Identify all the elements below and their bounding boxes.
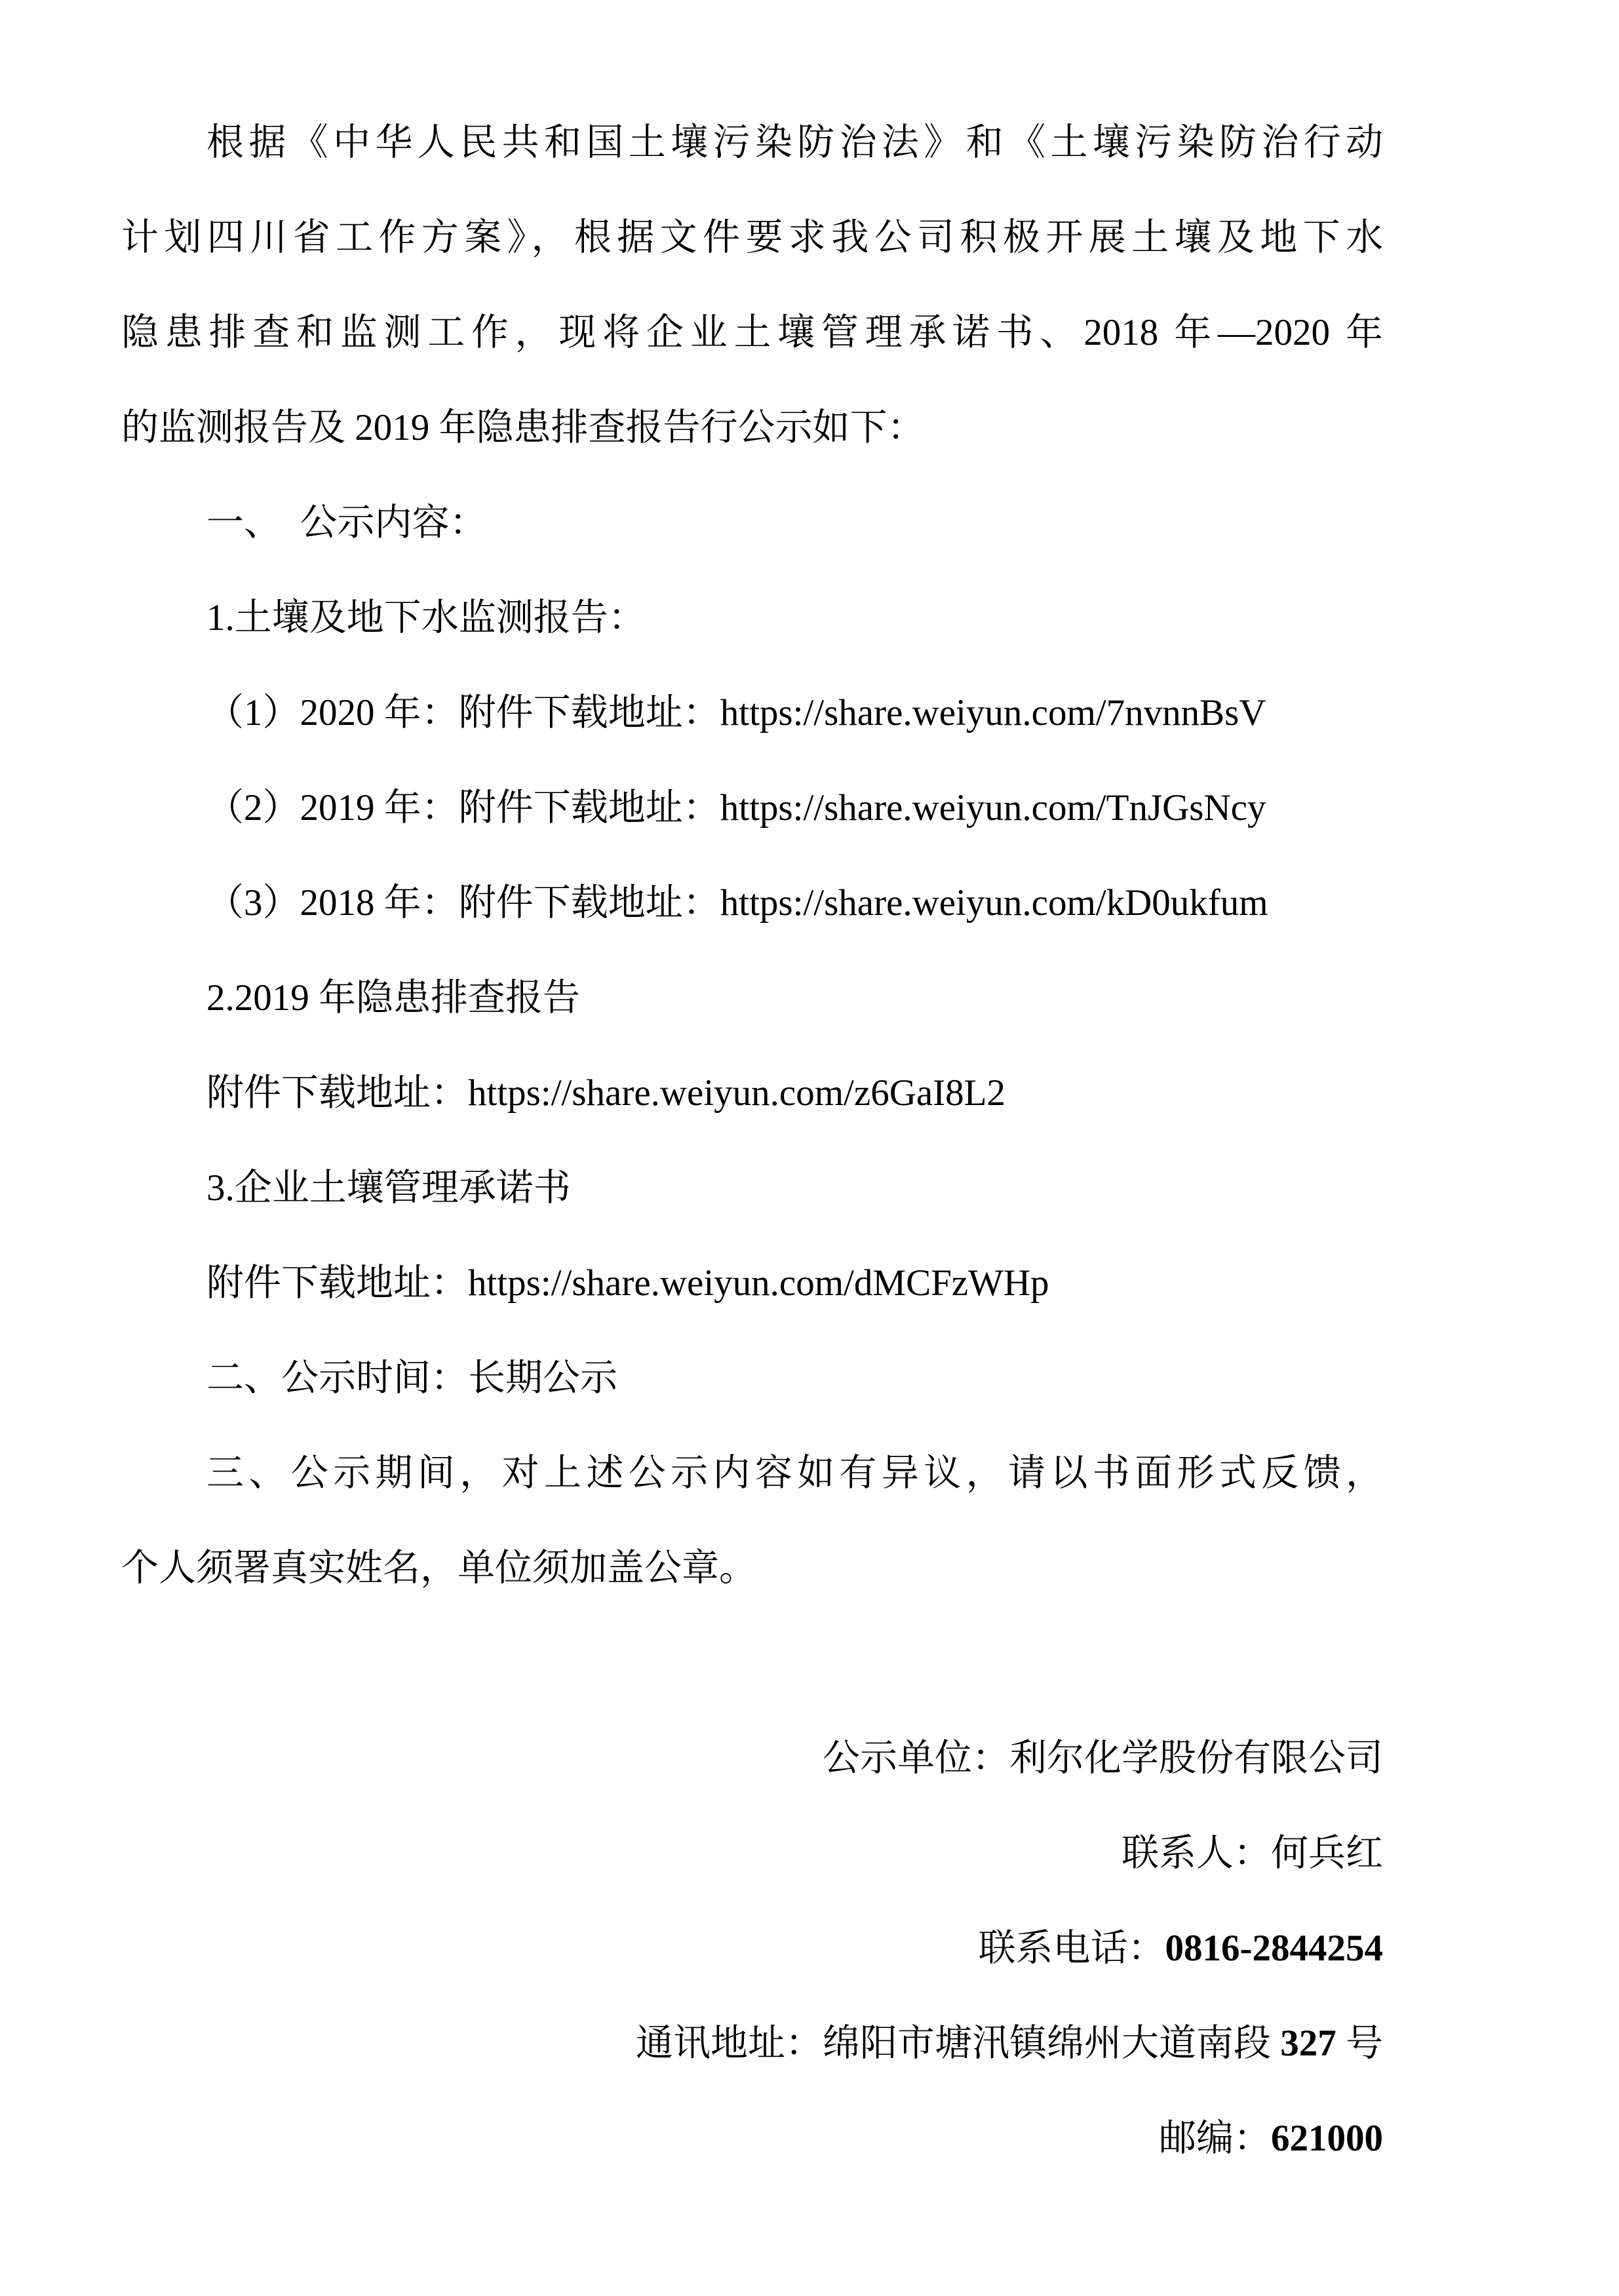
- section1-heading: 一、 公示内容：: [206, 502, 487, 543]
- address-prefix: 通讯地址：绵阳市塘汛镇绵州大道南段: [636, 2023, 1281, 2064]
- section1-item2-title: 2.2019 年隐患排查报告: [206, 977, 580, 1019]
- para1-line4: 的监测报告及 2019 年隐患排查报告行公示如下：: [121, 407, 925, 448]
- section2-line: 二、公示时间：长期公示: [206, 1357, 617, 1399]
- signature-unit: 公示单位：利尔化学股份有限公司: [823, 1738, 1383, 1779]
- zip-value: 621000: [1271, 2118, 1383, 2159]
- signature-zip: [121, 2091, 1383, 2186]
- address-number: 327: [1280, 2023, 1336, 2064]
- phone-label: 联系电话：: [978, 1928, 1165, 1969]
- section3-line1: 三、公示期间，对上述公示内容如有异议，请以书面形式反馈，: [206, 1452, 1383, 1494]
- download-link-line-2019: （2）2019 年：附件下载地址：https://share.weiyun.com/TnJGsNcy: [206, 787, 1266, 828]
- download-link-line-item3: 附件下载地址：https://share.weiyun.com/dMCFzWHp: [206, 1262, 1049, 1304]
- zip-label: 邮编：: [1159, 2118, 1271, 2159]
- section1-item1-title: 1.土壤及地下水监测报告：: [206, 597, 646, 638]
- download-link-line-2018: （3）2018 年：附件下载地址：https://share.weiyun.com/kD0ukfum: [206, 882, 1268, 924]
- download-link-line-2020: （1）2020 年：附件下载地址：https://share.weiyun.com/7nvnnBsV: [206, 692, 1266, 733]
- phone-number: 0816-2844254: [1165, 1928, 1383, 1969]
- section1-item3-title: 3.企业土壤管理承诺书: [206, 1167, 571, 1209]
- signature-contact: 联系人：何兵红: [1122, 1833, 1383, 1874]
- para1-line3: 隐患排查和监测工作，现将企业土壤管理承诺书、2018 年—2020 年: [121, 312, 1383, 353]
- signature-phone: [121, 1901, 1383, 1996]
- address-suffix: 号: [1336, 2023, 1383, 2064]
- para1-line2: 计划四川省工作方案》，根据文件要求我公司积极开展土壤及地下水: [121, 217, 1383, 258]
- blank-line: [121, 1616, 1383, 1711]
- signature-address: [121, 1996, 1383, 2091]
- download-link-line-item2: 附件下载地址：https://share.weiyun.com/z6GaI8L2: [206, 1072, 1005, 1114]
- para1-line1: 根据《中华人民共和国土壤污染防治法》和《土壤污染防治行动: [206, 122, 1383, 163]
- section3-line2: 个人须署真实姓名，单位须加盖公章。: [121, 1547, 756, 1589]
